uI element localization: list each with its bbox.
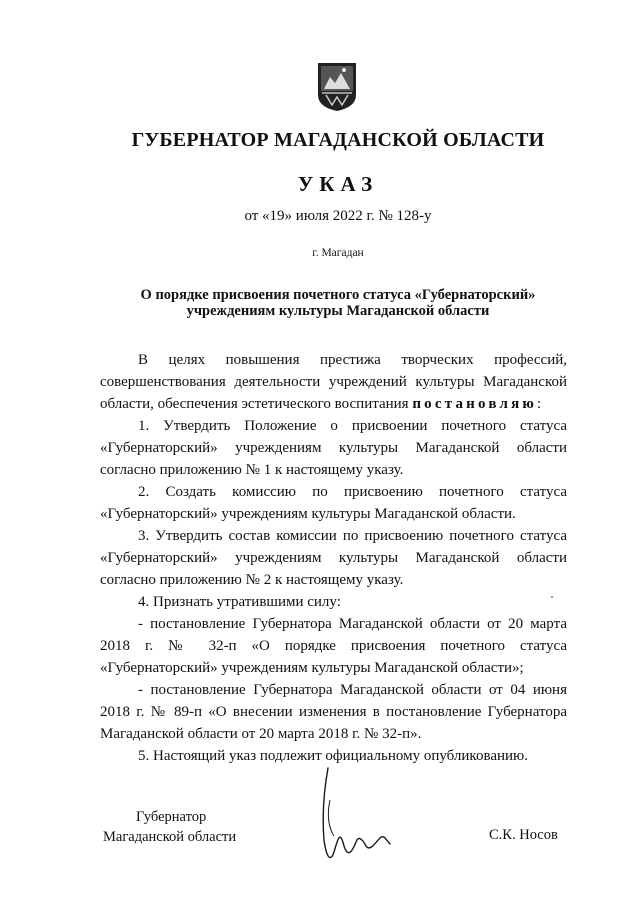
clause: 4. Признать утратившими силу: [138,594,341,610]
preamble-end: : [537,396,542,412]
document-body [100,349,567,767]
repealed-act: - постановление Губернатора Магаданской области от 04 июня 2018 г. № 89-п «О внесении изменения в постановление Губернатора Магаданской области от 20 марта 2018 г. № 32-п». [100,682,567,742]
signer-position-line: Губернатор [136,809,207,825]
signer-name: С.К. Носов [489,827,558,843]
preamble [100,349,567,415]
title-line: О порядке присвоения почетного статуса «Губернаторский» [140,287,536,303]
document-title [100,287,576,319]
handwritten-signature [300,760,410,870]
preamble-keyword: постановляю [412,396,538,412]
signer-position-line: Магаданской области [103,829,237,845]
clause: 1. Утвердить Положение о присвоении почетного статуса «Губернаторский» учреждениям культуры Магаданской области согласно приложению № 1 к настоящему указу. [100,418,567,478]
document-date-number: от «19» июля 2022 г. № 128-у [244,208,432,224]
title-line: учреждениям культуры Магаданской области [186,303,490,319]
preamble-text: В целях повышения престижа творческих профессий, совершенствования деятельности учреждений культуры Магаданской области, обеспечения эстетического воспитания [100,352,567,412]
clause: 5. Настоящий указ подлежит официальному опубликованию. [138,748,529,764]
clause: 2. Создать комиссию по присвоению почетного статуса «Губернаторский» учреждениям культуры Магаданской области. [100,484,567,522]
signer-position [103,807,236,847]
coat-of-arms-icon [316,61,358,113]
repealed-act: - постановление Губернатора Магаданской области от 20 марта 2018 г. № 32-п «О порядке присвоения почетного статуса «Губернаторский» учреждениям культуры Магаданской области»; [100,616,567,676]
scan-speck [551,596,553,598]
document-type: УКАЗ [297,172,379,196]
clause: 3. Утвердить состав комиссии по присвоению почетного статуса «Губернаторский» учреждениям культуры Магаданской области согласно приложению № 2 к настоящему указу. [100,528,567,588]
issuing-authority: ГУБЕРНАТОР МАГАДАНСКОЙ ОБЛАСТИ [131,129,545,151]
issue-city: г. Магадан [312,247,364,259]
